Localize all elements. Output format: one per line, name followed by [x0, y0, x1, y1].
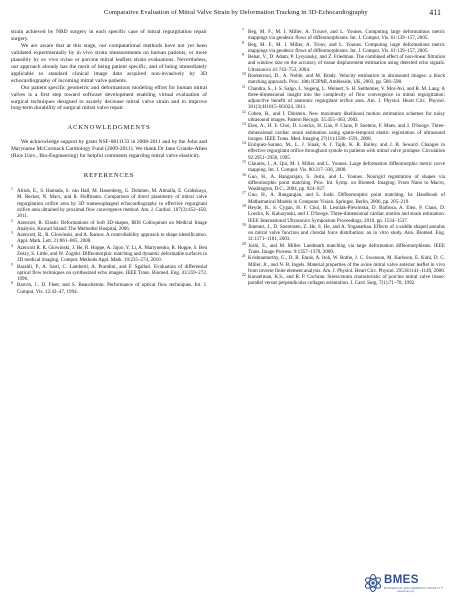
reference-item [242, 123, 445, 142]
reference-text: Azencott R. R. Glowinski, J. He, R. Hoppe, A. Jajoo, Y. Li, A. Martynenko, R. Hoppe, S. Ben Zekry, S. Little, and W. Zoghbi. Diffeomorphic matching and dynamic deformable surfaces in 3D medical imaging. Comput. Methods Appl. Math. 10:235–274, 2010. [17, 244, 207, 264]
reference-item [242, 29, 445, 42]
reference-text: Azencott, R., R. Glowinski, and A. Ramos. A controllability approach to shape identification. Appl. Math. Lett. 21:861–865, 2008. [17, 232, 207, 245]
reference-item [11, 232, 207, 245]
reference-number: 17 [242, 191, 246, 196]
reference-text: Enriquez-Sarano, M., L. J. Sinak, A. J. Tajik, K. R. Bailey, and J. B. Seward. Changes in effective regurgitant orifice throughout systole in patients with mitral valve prolapse. Circulation 92:2951–2958, 1995. [248, 142, 445, 161]
reference-text: Kunzelman, K.S., and R. P. Cochran. Stress/strain characteristic of porcine mitral valve tissue: parallel versus perpendicular collagen orientation. J. Card. Surg. 7(1):71–78, 1992. [248, 274, 445, 287]
reference-text: Baraldi, P., A. Sarti, C. Lamberti, A. Prandini, and F. Sgallari. Evaluation of differential optical flow techniques on synthesized echo images. IEEE Trans. Biomed. Eng. 43:259–272, 1996. [17, 263, 207, 283]
body-paragraph: We are aware that at this stage, our computational methods have not yet been validated experimentally by in vivo strain measurements on human patients, or more plausibly by ex vivo ovine or porcine mitral leaflets strain evaluations. Nevertheless, our approach already has the merit of being patient specific, and of being immediately applicable to standard clinical image data acquired non-invasively by 3D echocardiography of incoming mitral valve patients. [11, 42, 207, 84]
reference-item [242, 174, 445, 193]
reference-number: 18 [242, 204, 246, 209]
right-column [242, 29, 445, 287]
reference-number: 1 [11, 187, 13, 192]
reference-text: Elen, A., H. F. Choi, D. Loeckx, H. Gao, P. Claus, P. Suetens, F. Maes, and J. D'hooge. Three-dimensional cardiac strain estimation using spatio-temporal elastic registration of ultrasound images. IEEE Trans. Med. Imaging 27(11):1580–1591, 2008. [248, 123, 445, 142]
reference-item [242, 243, 445, 256]
acknowledgments-text: We acknowledge support by grant NSF-0811133 in 2008-2011 and by the John and Maryname McCormack Cardiology Fund (2009-2011). We thank Dr Jane Grande-Allen (Rice Univ., Bio-Engineering) for helpful comments regarding mitral valve elasticity. [11, 139, 207, 160]
logo-name: BMES [384, 574, 419, 586]
reference-number: 16 [242, 172, 246, 177]
reference-number: 11 [242, 84, 246, 89]
reference-text: Azencott, R. Elastic Deformations of Soft 3D-shapes, IBIS Colloquium on Medical Image Analysis. Kuwait Island: The Methodist Hospital, 2006. [17, 219, 207, 232]
reference-text: Heyde, B., S. Cygan, H. F. Choi, B. Lesniak-Plewinska, D. Barbosa, A. Elen, P. Claus, D. Loeckx, K. Kaluzynski, and J. D'hooge. Three-dimensional cardiac motion and strain estimation. IEEE International Ultrasonics Symposium Proceedings, 2010, pp. 1534–1537. [248, 205, 445, 224]
running-head [0, 9, 463, 21]
reference-number: 4 [11, 243, 13, 248]
reference-text: Guo, H., A. Rangarajan, S. Joshi, and L. Younes. Nonrigid registration of shapes via diffeomorphic point matching. Proc. Int. Symp. on Biomed. Imaging: From Nano to Macro, Washington, D.C., 2004, pp. 924–927. [248, 173, 445, 193]
reference-text: Jimenez, J., D. Soerensen, Z. He, S. He, and A. Yoganathan. Effects of a saddle shaped annulus on mitral valve function and chordal force distribution: an in vitro study. Ann. Biomed. Eng. 31:1171–1181, 2003. [248, 223, 445, 243]
reference-number: 20 [242, 241, 246, 246]
page-number: 411 [429, 8, 441, 17]
reference-number: 15 [242, 160, 246, 164]
reference-text: Beg, M. F., M. I. Miller, A. Trouv, and L. Younes. Computing large deformations metric mappings via geodesic flows of diffeomorphisms. Int. J. Comput. Vis. 61:139–157, 2005. [248, 41, 445, 54]
reference-number: 8 [242, 40, 244, 45]
reference-text: Beg, M. F., M. I. Miller, A. Trouvé, and L. Younes. Computing large deformations metric mappings via geodesic flows of diffeomorphisms. Int. J. Comput. Vis. 61:139–157, 2005. [248, 29, 445, 42]
reference-text: Chandra, S., I. S. Salgo, L. Sugeng, L. Weinert, S. H. Settlemier, V. Mor-Avi, and R. M. Lang. A three-dimensional insight into the complexity of flow convergence in mitral regurgitation: adjunctive benefit of anatomic regurgitant orifice area. Am. J. Physiol. Heart Circ. Physiol. 301(3):H1015–H1024, 2011. [248, 85, 445, 111]
reference-text: Guo, H., A. Rangarajan, and S. Joshi. Diffeomorphic point matching. In: Handbook of Mathematical Models in Computer Vision. Springer, Berlin, 2006, pp. 205–219. [248, 192, 445, 205]
reference-item [242, 255, 445, 274]
reference-number: 6 [11, 281, 13, 286]
body-paragraph: strain achieved by NRD surgery in each specific case of mitral regurgitation repair surgery. [11, 29, 207, 42]
reference-item [11, 245, 207, 264]
reference-number: 7 [242, 28, 244, 32]
reference-number: 9 [242, 53, 244, 58]
reference-number: 12 [242, 109, 246, 114]
reference-text: Behar, V., D. Adam, P. Lysyansky, and Z. Friedman. The combined effect of non-linear filtration and window size on the accuracy of tissue displacement estimation using detected echo signals. Ultrasonics 41:743–753, 2004. [248, 54, 445, 73]
reference-number: 10 [242, 72, 246, 77]
reference-item [242, 205, 445, 224]
reference-item [11, 282, 207, 295]
reference-text: Glaunès, J., A. Qiu, M. I. Miller, and L. Younes. Large deformation diffeomorphic metric curve mapping. Int. J. Comput. Vis. 80:317–336, 2008. [248, 161, 445, 174]
left-column [11, 29, 207, 295]
references-heading: REFERENCES [83, 172, 135, 180]
reference-number: 19 [242, 222, 246, 227]
reference-list-left [11, 188, 207, 295]
reference-item [11, 188, 207, 219]
reference-item [242, 42, 445, 55]
reference-item [242, 73, 445, 86]
reference-item [242, 274, 445, 287]
reference-number: 5 [11, 262, 13, 267]
reference-item [242, 54, 445, 73]
reference-text: Altiok, E., S. Hamada, S. van Hall, M. Hanenberg, G. Dohmen, M. Almalla, E. Grabskaya, M. Becker, N. Marx, and R. Hoffmann. Comparison of direct planimetry of mitral valve regurgitation orifice area by 3D transesophageal echocardiography to effective regurgitant orifice area obtained by proximal flow convergence method. Am. J. Cardiol. 107(3):452–458, 2011. [17, 188, 207, 220]
reference-list-right [242, 29, 445, 287]
reference-number: 13 [242, 122, 246, 127]
bmes-emblem-icon [363, 573, 383, 593]
logo-tagline: BIOMEDICAL ENGINEERING SOCIETY™ [384, 586, 444, 590]
reference-text: Krishnamurthy, G., D. B. Ennis, A. Itoh, W. Bothe, J. C. Swanson, M. Karlsson, E. Kuhl, D. C. Miller, Jr., and N. B. Ingels. Material properties of the ovine mitral valve anterior leaflet in vivo from inverse finite element analysis. Am. J. Physiol. Heart Circ. Physiol. 295:H1141–1149, 2008. [248, 255, 445, 274]
reference-number: 14 [242, 141, 246, 146]
reference-item [242, 111, 445, 124]
running-head-title: Comparative Evaluation of Mitral Valve Strain by Deformation Tracking in 3D-Echocardiography [104, 9, 368, 16]
bmes-logo [363, 573, 451, 595]
reference-number: 21 [242, 254, 246, 259]
reference-text: Barron, J., D. Fleet, and S. Beauchemin. Performance of optical flow techniques. Int. J. Comput. Vis. 12:43–47, 1994. [17, 282, 207, 295]
reference-item [242, 192, 445, 205]
reference-item [242, 142, 445, 161]
reference-number: 22 [242, 273, 246, 278]
reference-text: Cohen, B., and I. Dinstein. New maximum likelihood motion estimation schemes for noisy ultrasound images. Pattern Recogn. 35:455–463, 2002. [248, 110, 445, 123]
reference-number: 3 [11, 231, 13, 236]
reference-item [242, 161, 445, 174]
reference-number: 2 [11, 218, 13, 223]
reference-text: Boukerroui, D., A. Noble, and M. Brady. Velocity estimation in ultrasound images: a block matching approach. Proc. 18th ICIPMI, Ambleside, UK, 2003, pp. 586–598. [248, 73, 445, 86]
logo-url: www.bmes.org [397, 590, 415, 593]
reference-item [242, 86, 445, 111]
acknowledgments-heading: ACKNOWLEDGMENTS [67, 124, 151, 132]
reference-item [11, 220, 207, 233]
reference-text: Joshi, S., and M. Miller. Landmark matching via large deformation diffeomorphisms. IEEE Trans. Image Process. 9:1357–1370, 2000. [248, 242, 445, 255]
reference-item [242, 224, 445, 243]
body-paragraph: Our patient specific geometric and deformations modeling effort for human mitral valves is a first step toward software development enabling virtual evaluation of surgical techniques designed to acutely decrease mitral valve strain and to improve long-term durability of surgical mitral valve repair. [11, 84, 207, 112]
reference-item [11, 264, 207, 283]
